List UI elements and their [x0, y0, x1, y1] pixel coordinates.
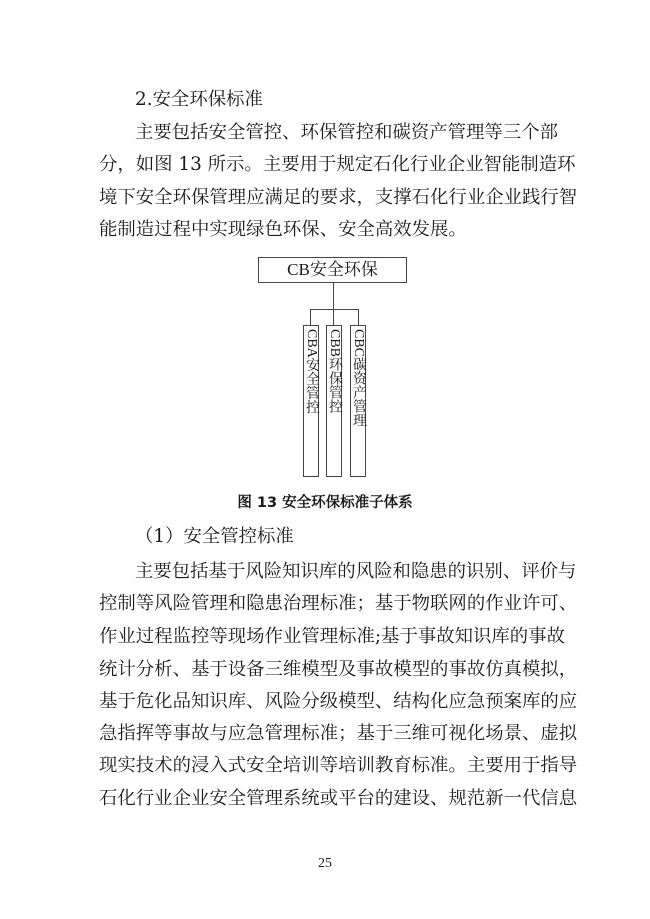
paragraph-line: 基于危化品知识库、风险分级模型、结构化应急预案库的应 — [99, 691, 578, 712]
paragraph-line: 主要包括基于风险知识库的风险和隐患的识别、评价与 — [135, 561, 577, 582]
diagram-child-node: CBA安全管控 — [303, 325, 319, 477]
page-number: 25 — [318, 856, 332, 871]
diagram-child-node: CBB环保管控 — [326, 325, 342, 477]
connector-line — [333, 309, 334, 325]
figure-caption: 图 13 安全环保标准子体系 — [237, 495, 413, 511]
connector-line — [310, 309, 359, 310]
connector-line — [310, 309, 311, 325]
diagram-root-node: CB安全环保 — [258, 257, 407, 283]
paragraph-line: 急指挥等事故与应急管理标准；基于三维可视化场景、虚拟 — [99, 723, 578, 744]
paragraph-line: 石化行业企业安全管理系统或平台的建设、规范新一代信息 — [99, 788, 578, 809]
paragraph-line: 分，如图 13 所示。主要用于规定石化行业企业智能制造环 — [99, 154, 576, 175]
paragraph-line: 现实技术的浸入式安全培训等培训教育标准。主要用于指导 — [99, 755, 578, 776]
subsection-heading: （1）安全管控标准 — [135, 526, 294, 547]
connector-line — [358, 309, 359, 325]
paragraph-line: 主要包括安全管控、环保管控和碳资产管理等三个部 — [135, 122, 558, 143]
diagram-child-node: CBC碳资产管理 — [350, 325, 366, 477]
paragraph-line: 控制等风险管理和隐患治理标准；基于物联网的作业许可、 — [99, 593, 578, 614]
connector-line — [333, 283, 334, 310]
paragraph-line: 境下安全环保管理应满足的要求，支撑石化行业企业践行智 — [99, 187, 578, 208]
paragraph-line: 统计分析、基于设备三维模型及事故模型的事故仿真模拟， — [99, 659, 578, 680]
section-heading: 2.安全环保标准 — [135, 89, 263, 110]
paragraph-line: 作业过程监控等现场作业管理标准;基于事故知识库的事故 — [99, 626, 565, 647]
paragraph-line: 能制造过程中实现绿色环保、安全高效发展。 — [99, 219, 467, 240]
